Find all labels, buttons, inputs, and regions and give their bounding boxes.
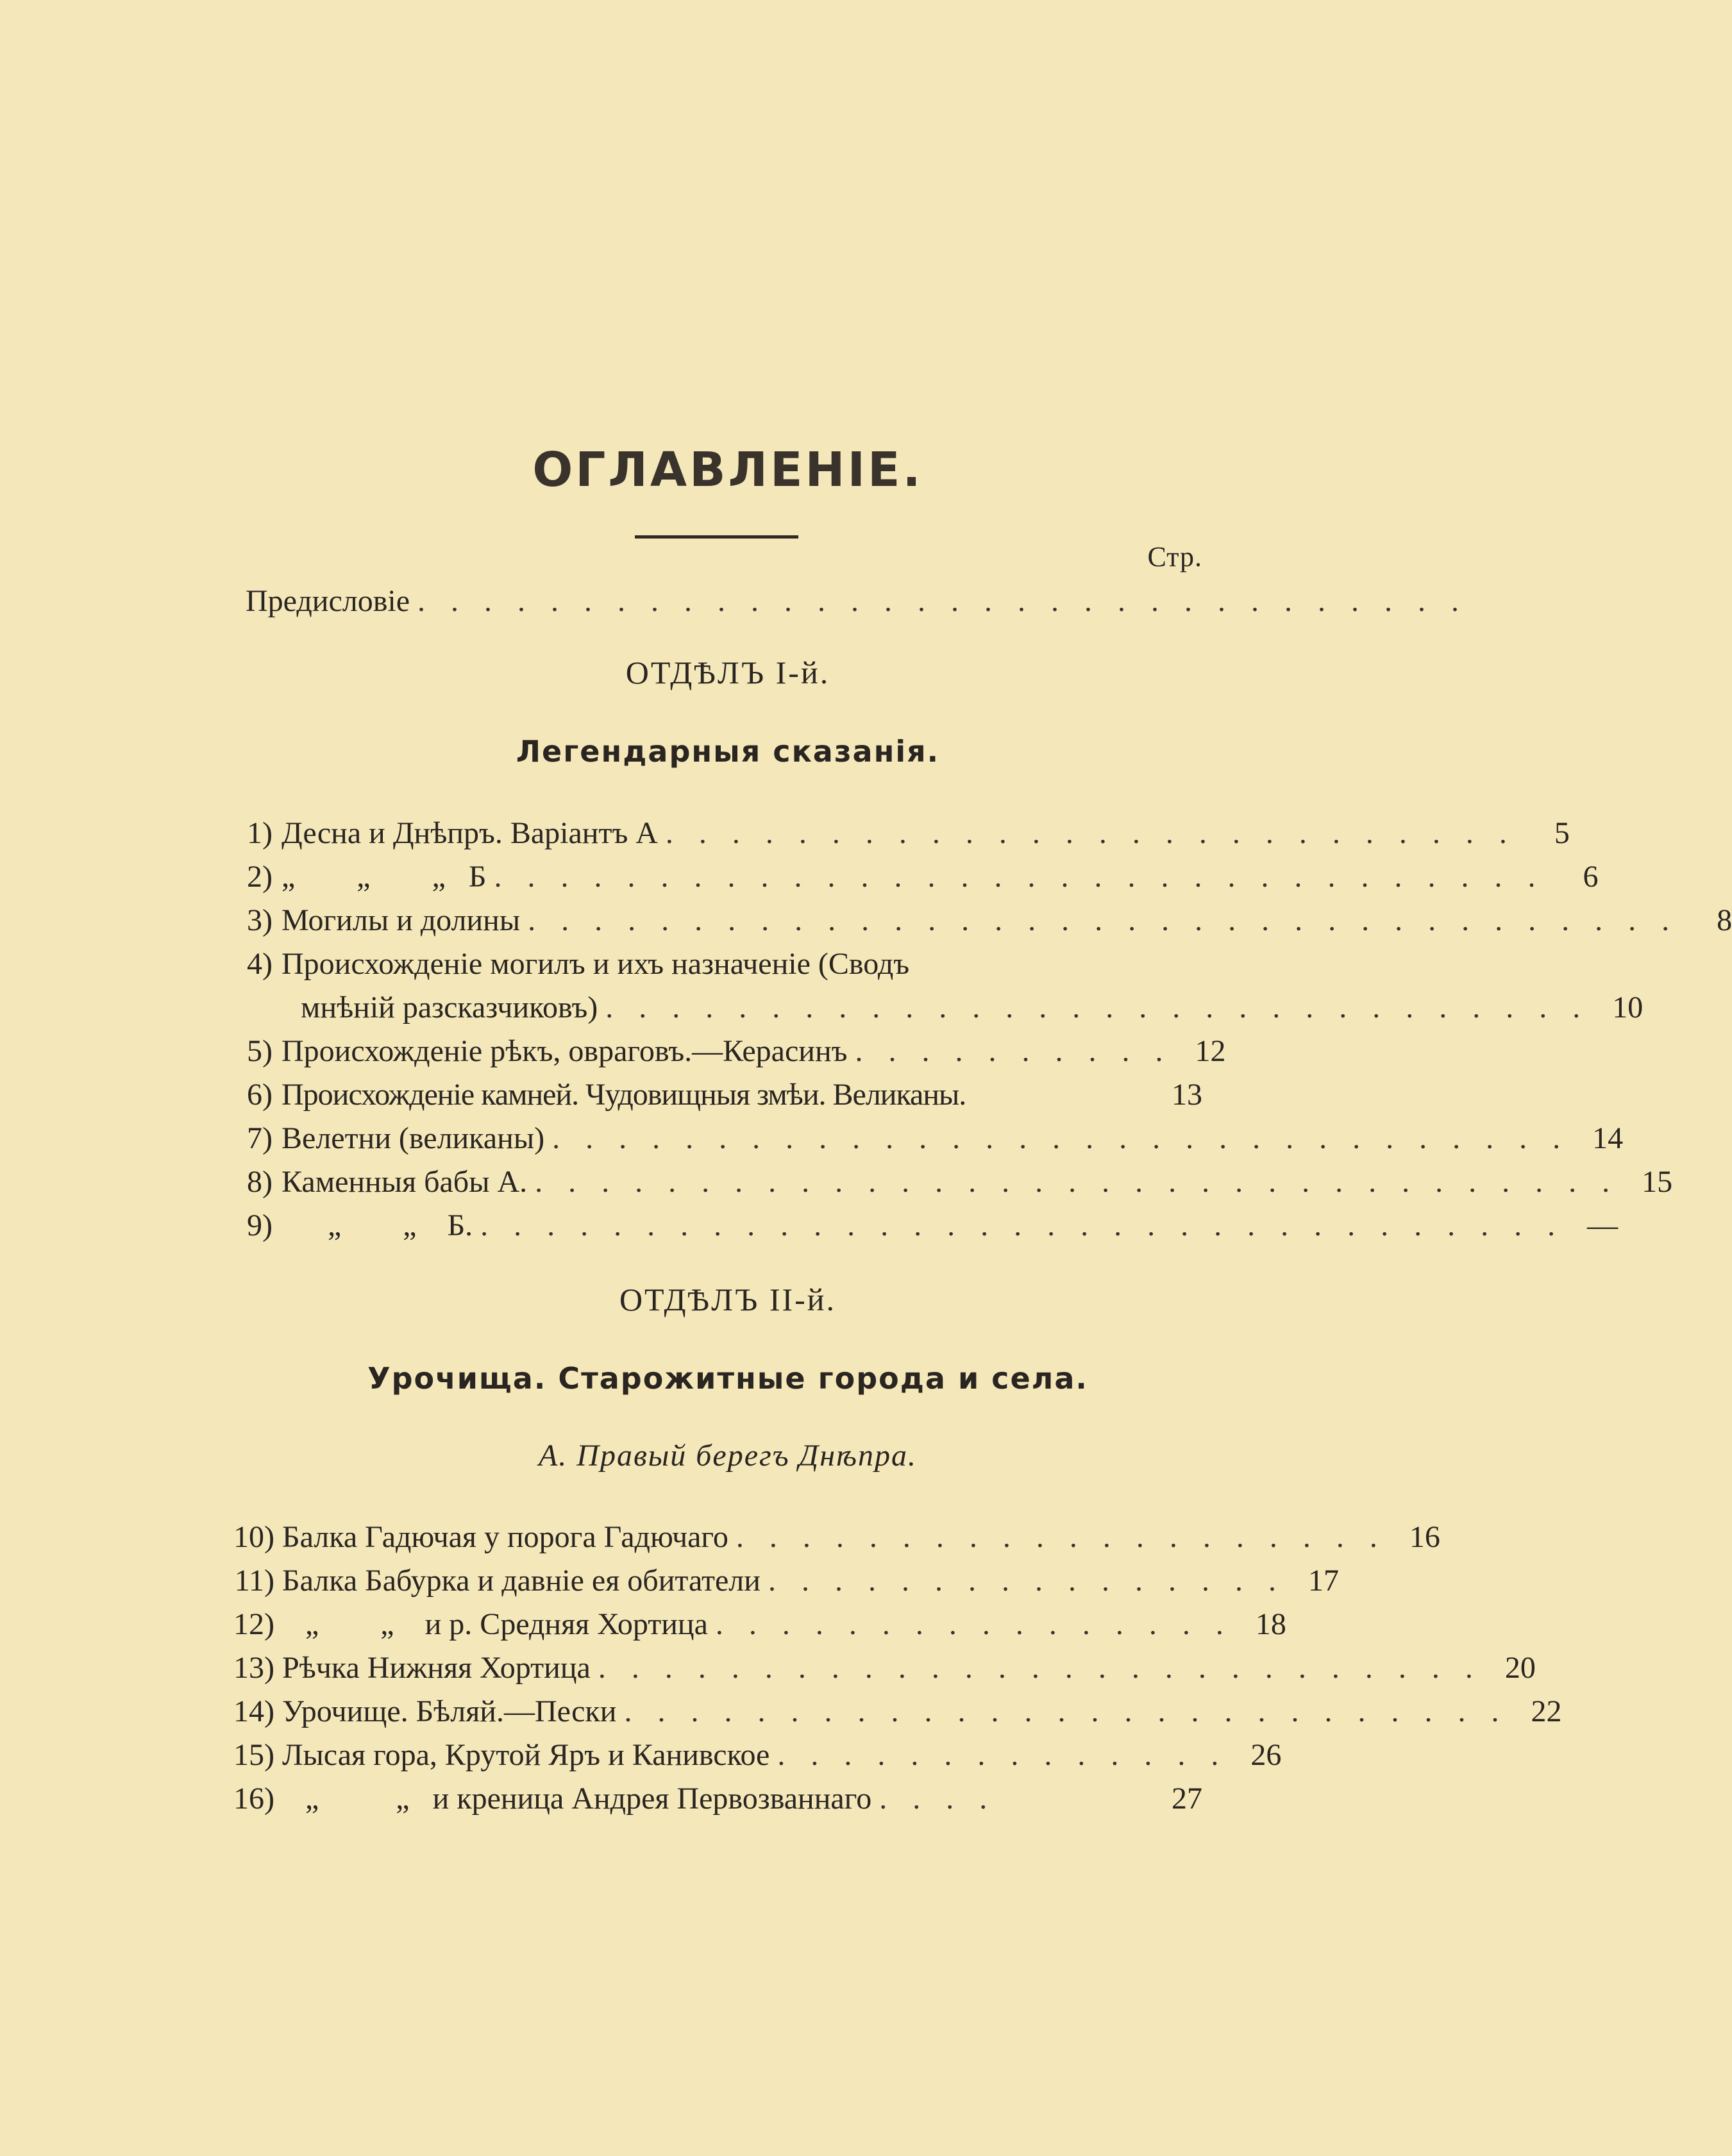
leader-dots: . . . . . . . . . . . . . . . . . . . . . . . . . . [665,816,1516,850]
toc-entry [217,1736,1282,1775]
entry-page: 5 [1554,816,1570,850]
leader-dots: . . . . . . . . . . . . . . . . . . . . . . . . . . . . . . . . [494,860,1545,894]
toc-entry [228,945,1202,983]
entry-text: Рѣчка Нижняя Хортица [282,1651,591,1685]
entry-text: мнѣній разсказчиковъ) [301,990,598,1024]
toc-entry [228,989,1644,1027]
entry-page: 22 [1531,1694,1562,1728]
toc-entry [228,1163,1673,1201]
entry-text: Каменныя бабы А. [282,1165,528,1199]
entry-number: 7) [247,1121,273,1155]
entry-number: 11) [234,1564,274,1598]
section-2-subheading: Урочища. Старожитные города и села. [367,1361,1088,1396]
entry-text: Происхожденіе рѣкъ, овраговъ.—Керасинъ [282,1034,848,1068]
entry-number: 13) [233,1651,274,1685]
entry-number: 15) [233,1738,274,1772]
entry-page: 15 [1642,1165,1673,1199]
toc-entry [228,1207,1618,1245]
section-2-italic-heading: А. Правый берегъ Днѣпра. [538,1439,918,1473]
entry-page: 20 [1504,1651,1536,1685]
leader-dots: . . . . . . . . . . . . . . . . . . . . . . . . . . . . . . . . . . . [528,903,1679,937]
leader-dots: . . . . . . . . . . . . . . . . . . . . . . . . . . . . . . [605,990,1590,1024]
toc-entry [228,1119,1624,1158]
toc-entry [228,858,1599,896]
entry-text: Происхожденіе камней. Чудовищныя змѣи. Великаны. [282,1078,966,1112]
leader-dots: . . . . . . . . . . . . . . . . [768,1564,1285,1598]
toc-entry [228,901,1732,940]
leader-dots: . . . . . . . . . . . . . . . . . . . . [736,1520,1386,1554]
page-column-label: Стр. [1147,541,1202,572]
entry-number: 4) [247,947,273,981]
entry-text: Происхожденіе могилъ и ихъ назначеніе (Сводъ [282,947,910,981]
leader-dots: . . . . . . . . . . . . . . . . . . . . . . . . . . . [624,1694,1508,1728]
toc-entry [217,1605,1286,1644]
entry-text: „ „ Б. [282,1208,473,1242]
entry-number: 5) [247,1034,273,1068]
leader-dots: . . . . . . . . . . . . . . [777,1738,1228,1772]
entry-number: 10) [233,1520,274,1554]
entry-text: „ „ и креница Андрея Первозваннаго [282,1782,872,1816]
entry-page: 26 [1250,1738,1282,1772]
toc-entry [217,1649,1536,1687]
section-1-subheading: Легендарныя сказанія. [516,734,940,769]
title-underline [635,535,798,539]
leader-dots: . . . . [879,1782,996,1816]
section-2-heading: ОТДѢЛЪ ІІ-й. [619,1282,837,1317]
entry-text: Велетни (великаны) [282,1121,545,1155]
entry-number: 12) [233,1607,274,1641]
entry-page: — [1587,1208,1618,1242]
leader-dots: . . . . . . . . . . . . . . . . . . . . . . . . . . . . . . . . . [480,1208,1565,1242]
leader-dots: . . . . . . . . . . . . . . . . . . . . . . . . . . . . . . . . [417,584,1468,618]
toc-entry [217,1562,1339,1600]
entry-text: „ „ „ Б [282,860,487,894]
entry-text: Лысая гора, Крутой Яръ и Канивское [282,1738,770,1772]
leader-dots: . . . . . . . . . . [855,1034,1172,1068]
entry-page: 13 [1172,1078,1202,1112]
entry-number: 2) [247,860,273,894]
entry-page: 27 [1172,1782,1202,1816]
preface-text: Предисловіе [246,584,410,618]
entry-number: 9) [247,1208,273,1242]
entry-number: 1) [247,816,273,850]
entry-number: 16) [233,1782,274,1816]
entry-number: 14) [233,1694,274,1728]
entry-text: Урочище. Бѣляй.—Пески [282,1694,617,1728]
entry-text: Десна и Днѣпръ. Варіантъ А [282,816,658,850]
leader-dots: . . . . . . . . . . . . . . . . . . . . . . . . . . . . . . . . . [535,1165,1619,1199]
toc-entry [228,1032,1226,1071]
entry-number: 8) [247,1165,273,1199]
toc-entry [217,1692,1562,1731]
preface-entry [246,582,1468,621]
toc-entry [228,1076,1202,1114]
entry-page: 10 [1612,990,1644,1024]
toc-entry [228,814,1570,853]
leader-dots: . . . . . . . . . . . . . . . . . . . . . . . . . . . [598,1651,1482,1685]
entry-page: 12 [1195,1034,1226,1068]
entry-number: 3) [247,903,273,937]
toc-entry [217,1780,1202,1818]
section-1-heading: ОТДѢЛЪ І-й. [625,655,830,690]
entry-page: 8 [1717,903,1732,937]
entry-text: Могилы и долины [282,903,521,937]
leader-dots: . . . . . . . . . . . . . . . . . . . . . . . . . . . . . . . [552,1121,1570,1155]
entry-page: 14 [1592,1121,1624,1155]
entry-page: 18 [1255,1607,1286,1641]
entry-page: 6 [1583,860,1599,894]
toc-entry [217,1518,1440,1557]
leader-dots: . . . . . . . . . . . . . . . . [715,1607,1232,1641]
entry-number: 6) [247,1078,273,1112]
page-title: ОГЛАВЛЕНІЕ. [532,442,923,497]
entry-page: 16 [1409,1520,1440,1554]
entry-text: Балка Гадючая у порога Гадючаго [282,1520,728,1554]
entry-text: „ „ и р. Средняя Хортица [282,1607,708,1641]
entry-text: Балка Бабурка и давніе ея обитатели [282,1564,761,1598]
entry-page: 17 [1307,1564,1339,1598]
